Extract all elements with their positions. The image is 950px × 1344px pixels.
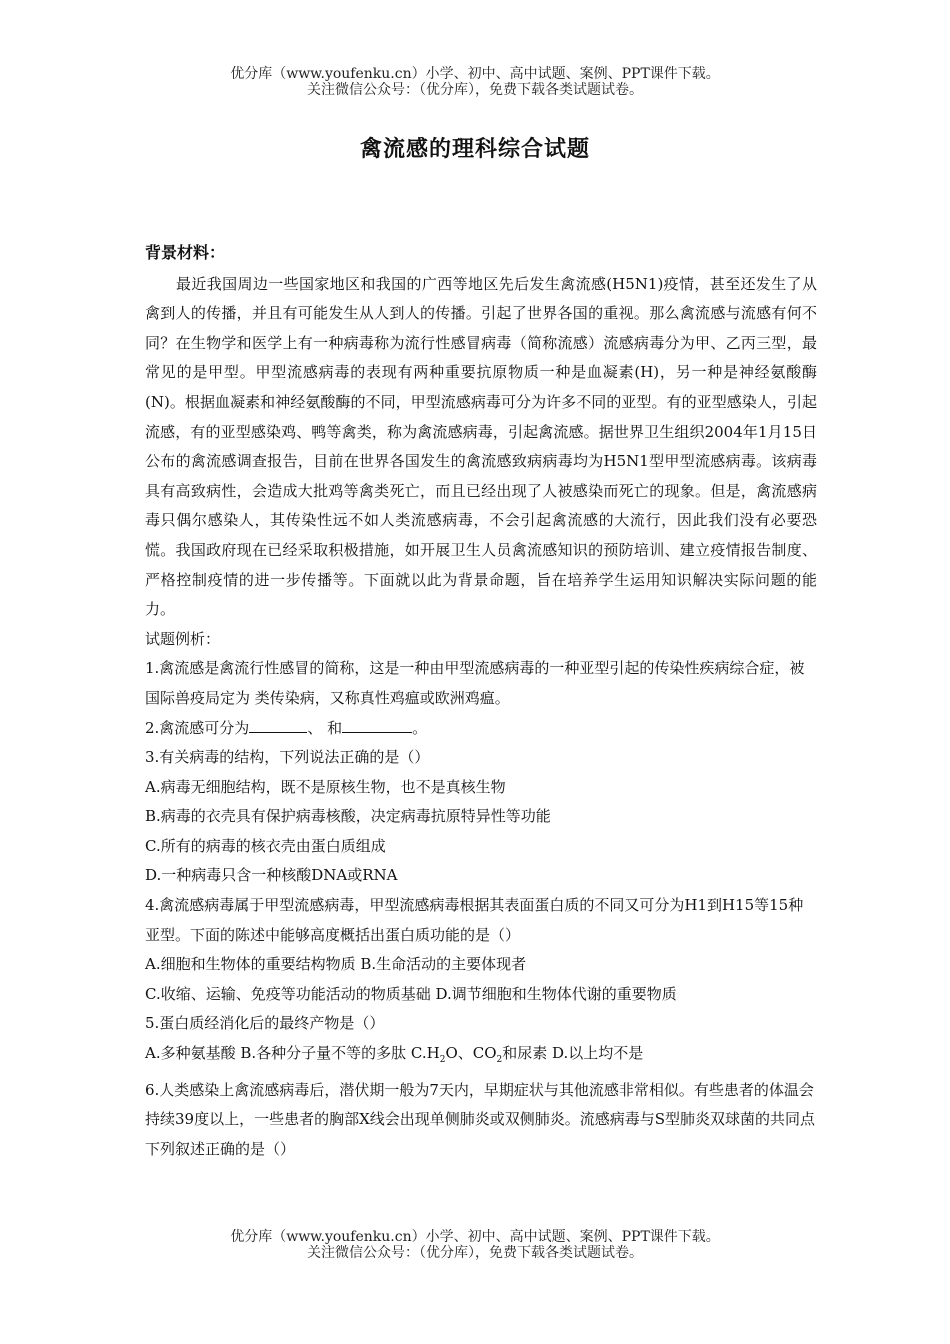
question-5-options-part-3: 和尿素 D.以上均不是 [502,1044,644,1063]
page-header [0,66,950,98]
question-5-options-part-2: O、CO [445,1044,497,1063]
answer-blank-2 [342,716,412,733]
question-3: 3.有关病毒的结构，下列说法正确的是（） [145,748,430,767]
page-footer [0,1229,950,1261]
question-2 [145,714,817,744]
footer-line-2: 关注微信公众号：（优分库），免费下载各类试题试卷。 [307,1245,643,1261]
question-3-option-b: B.病毒的衣壳具有保护病毒核酸，决定病毒抗原特异性等功能 [145,807,551,826]
footer-line-1: 优分库（www.youfenku.cn）小学、初中、高中试题、案例、PPT课件下载。 [230,1229,720,1245]
subscript-2b: 2 [496,1055,503,1066]
examples-heading: 试题例析： [145,629,221,648]
header-line-1: 优分库（www.youfenku.cn）小学、初中、高中试题、案例、PPT课件下载。 [230,66,720,82]
question-6: 6.人类感染上禽流感病毒后，潜伏期一般为7天内，早期症状与其他流感非常相似。有些患者的体温会持续39度以上，一些患者的胸部X线会出现单侧肺炎或双侧肺炎。流感病毒与S型肺炎双球菌的共同点下列叙述正确的是（） [145,1080,816,1158]
answer-blank-1 [249,716,307,733]
question-3-option-d: D.一种病毒只含一种核酸DNA或RNA [145,866,398,885]
question-3-option-a: A.病毒无细胞结构，既不是原核生物，也不是真核生物 [145,777,506,796]
document-body [145,238,817,1164]
question-1: 1.禽流感是禽流行性感冒的简称，这是一种由甲型流感病毒的一种亚型引起的传染性疾病综合症，被国际兽疫局定为 类传染病，又称真性鸡瘟或欧洲鸡瘟。 [145,659,805,707]
question-2-suffix: 。 [412,718,428,737]
question-2-prefix: 2.禽流感可分为 [145,718,250,737]
question-2-mid: 、 和 [307,718,343,737]
question-5: 5.蛋白质经消化后的最终产物是（） [145,1014,385,1033]
subscript-2a: 2 [439,1055,446,1066]
question-5-options-part-1: A.多种氨基酸 B.各种分子量不等的多肽 C.H [145,1044,440,1063]
question-4-options-cd: C.收缩、运输、免疫等功能活动的物质基础 D.调节细胞和生物体代谢的重要物质 [145,984,677,1003]
question-4-options-ab: A.细胞和生物体的重要结构物质 B.生命活动的主要体现者 [145,955,527,974]
page-title: 禽流感的理科综合试题 [359,137,590,162]
question-4: 4.禽流感病毒属于甲型流感病毒，甲型流感病毒根据其表面蛋白质的不同又可分为H1到H15等15种亚型。下面的陈述中能够高度概括出蛋白质功能的是（） [145,896,804,944]
question-5-options [145,1039,817,1076]
question-3-option-c: C.所有的病毒的核衣壳由蛋白质组成 [145,836,386,855]
background-paragraph: 最近我国周边一些国家地区和我国的广西等地区先后发生禽流感(H5N1)疫情，甚至还发生了从禽到人的传播，并且有可能发生从人到人的传播。引起了世界各国的重视。那么禽流感与流感有何不同？在生物学和医学上有一种病毒称为流行性感冒病毒（简称流感）流感病毒分为甲、乙丙三型，最常见的是甲型。甲型流感病毒的表现有两种重要抗原物质一种是血凝素(H)，另一种是神经氨酸酶(N)。根据血凝素和神经氨酸酶的不同，甲型流感病毒可分为许多不同的亚型。有的亚型感染人，引起流感，有的亚型感染鸡、鸭等禽类，称为禽流感病毒，引起禽流感。据世界卫生组织2004年1月15日公布的禽流感调查报告，目前在世界各国发生的禽流感致病病毒均为H5N1型甲型流感病毒。该病毒具有高致病性，会造成大批鸡等禽类死亡，而且已经出现了人被感染而死亡的现象。但是，禽流感病毒只偶尔感染人，其传染性远不如人类流感病毒，不会引起禽流感的大流行，因此我们没有必要恐慌。我国政府现在已经采取积极措施，如开展卫生人员禽流感知识的预防培训、建立疫情报告制度、严格控制疫情的进一步传播等。下面就以此为背景命题，旨在培养学生运用知识解决实际问题的能力。 [145,274,817,619]
header-line-2: 关注微信公众号：（优分库），免费下载各类试题试卷。 [307,82,643,98]
background-heading: 背景材料： [145,243,226,262]
